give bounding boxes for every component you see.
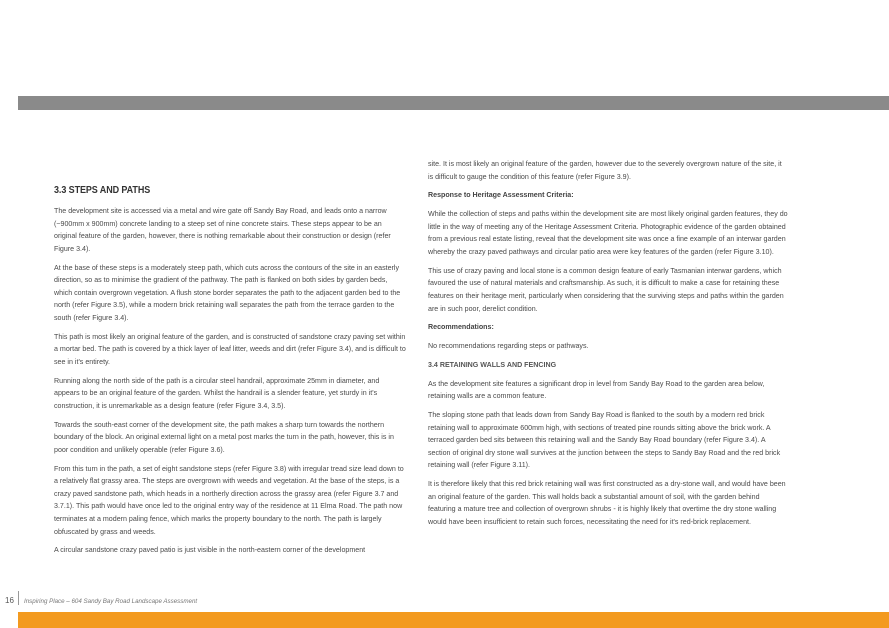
paragraph: The development site is accessed via a metal and wire gate off Sandy Bay Road, and leads onto a narrow (~900mm x 900mm) concrete landing to a steep set of nine concrete stairs. These steps appear to be an original feature of the garden, however, there is nothing remarkable about their construction or design (refer Figure 3.4). (54, 207, 391, 253)
paragraph: While the collection of steps and paths within the development site are most likely original garden features, they do little in the way of meeting any of the Heritage Assessment Criteria. Photographic evidence of the garden obtained from a previous real estate listing, reveal that the development site was once a fine example of an interwar garden whereby the crazy paved pathways and circular patio area were key features of the garden (refer Figure 3.10). (428, 210, 788, 256)
paragraph: As the development site features a significant drop in level from Sandy Bay Road to the garden area below, retaining walls are a common feature. (428, 379, 765, 401)
paragraph: From this turn in the path, a set of eight sandstone steps (refer Figure 3.8) with irregular tread size lead down to a relatively flat grassy area. The steps are overgrown with weeds and vegetation. At the base of the steps, is a crazy paved sandstone path, which heads in a northerly direction across the grassy area (refer Figure 3.7 and 3.7.1). This path would have once led to the original entry way of the residence at 11 Elma Road. The path now terminates at a modern paling fence, which marks the property boundary to the north. The path is largely obfuscated by grass and weeds. (54, 464, 404, 536)
footer-divider (18, 591, 19, 605)
paragraph: Towards the south-east corner of the development site, the path makes a sharp turn towards the northern boundary of the block. An original external light on a metal post marks the turn in the path, however, this is in poor condition and unlikely operable (refer Figure 3.6). (54, 420, 394, 454)
header-bar (18, 96, 889, 110)
section-title-steps-and-paths: 3.3 STEPS AND PATHS (54, 185, 151, 196)
paragraph: The sloping stone path that leads down from Sandy Bay Road is flanked to the south by a modern red brick retaining wall to approximate 600mm high, with sections of treated pine rounds sitting above the brick work. A terraced garden bed sits between this retaining wall and the Sandy Bay Road boundary (refer Figure 3.4). A section of original dry stone wall survives at the junction between the steps to Sandy Bay Road and the red brick retaining wall (refer Figure 3.11). (428, 411, 781, 470)
paragraph: site. It is most likely an original feature of the garden, however due to the severely overgrown nature of the site, it is difficult to gauge the condition of this feature (refer Figure 3.9). (428, 160, 782, 181)
recommendations-heading: Recommendations: (428, 323, 494, 332)
left-column (54, 185, 406, 563)
right-column (428, 158, 788, 535)
paragraph: This use of crazy paving and local stone is a common design feature of early Tasmanian interwar gardens, which favoured the use of natural materials and craftsmanship. As such, it is difficult to make a case for retaining these features on their heritage merit, particularly when considering that the surviving steps and paths within the garden are in such poor, derelict condition. (428, 266, 784, 313)
paragraph: This path is most likely an original feature of the garden, and is constructed of sandstone crazy paving set within a mortar bed. The path is covered by a thick layer of leaf litter, weeds and dirt (refer Figure 3.4), and is difficult to see in it's entirety. (54, 332, 406, 366)
paragraph: Running along the north side of the path is a circular steel handrail, approximate 25mm in diameter, and appears to be an original feature of the garden. Whilst the handrail is a slender feature, yet sturdy in it's construction, it is unremarkable as a design feature (refer Figure 3.4, 3.5). (54, 376, 380, 410)
paragraph: It is therefore likely that this red brick retaining wall was first constructed as a dry-stone wall, and would have been an original feature of the garden. This wall holds back a substantial amount of soil, with the garden behind featuring a mature tree and collection of overgrown shrubs - it is highly likely that overtime the dry stone walling would have been insufficient to retain such forces, necessitating the need for it's red-brick replacement. (428, 480, 786, 526)
paragraph: A circular sandstone crazy paved patio is just visible in the north-eastern corner of the development (54, 546, 366, 555)
paragraph: At the base of these steps is a moderately steep path, which cuts across the contours of the site in an easterly direction, so as to minimise the gradient of the pathway. The path is flanked on both sides by garden beds, which contain overgrown vegetation. A flush stone border separates the path to the adjacent garden bed to the north (refer Figure 3.5), while a modern brick retaining wall separates the path from the terrace garden to the south (refer Figure 3.4). (54, 263, 401, 322)
paragraph: No recommendations regarding steps or pathways. (428, 342, 589, 351)
response-heading: Response to Heritage Assessment Criteria: (428, 191, 574, 200)
page-number: 16 (5, 596, 14, 605)
footer-document-title: Inspiring Place – 604 Sandy Bay Road Landscape Assessment (24, 598, 198, 605)
section-title-retaining-walls: 3.4 RETAINING WALLS AND FENCING (428, 360, 557, 369)
footer-bar (18, 612, 889, 628)
